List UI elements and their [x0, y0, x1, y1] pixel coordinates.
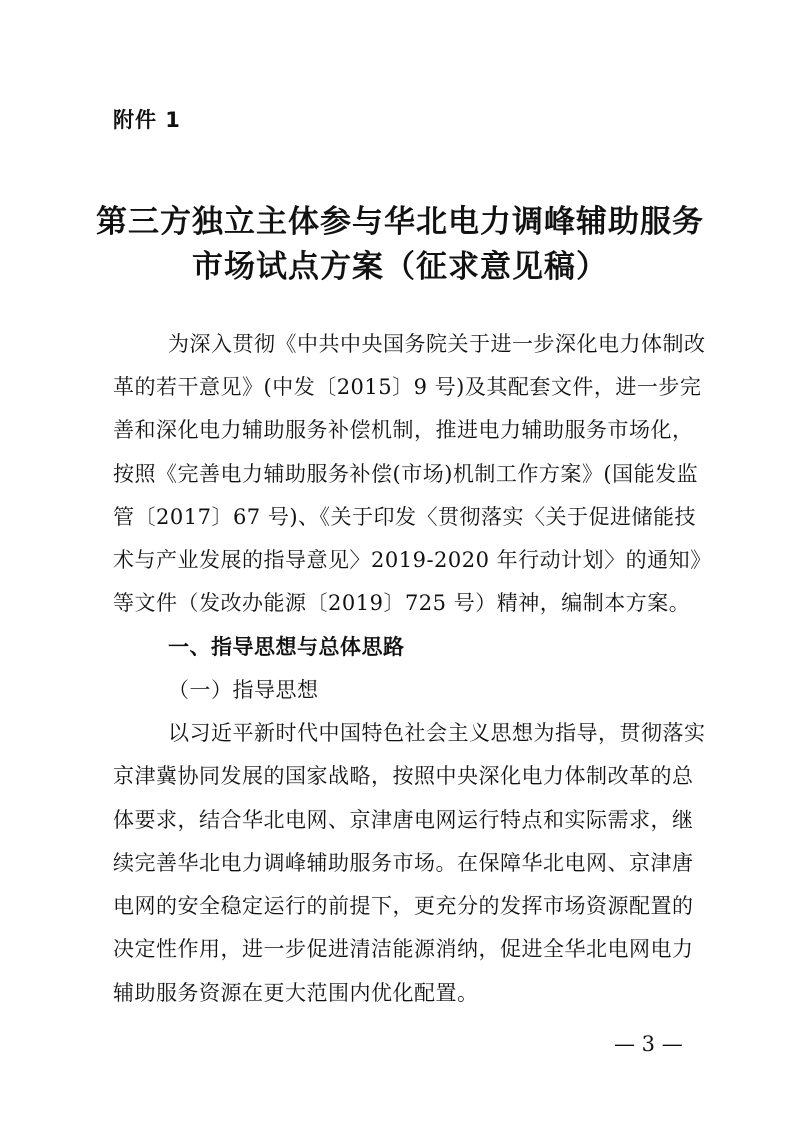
guiding-line-7: 辅助服务资源在更大范围内优化配置。: [113, 981, 479, 1005]
attachment-label: 附件 1: [113, 108, 181, 132]
intro-line-1: 为深入贯彻《中共中央国务院关于进一步深化电力体制改: [168, 332, 706, 356]
intro-line-7: 等文件（发改办能源〔2019〕725 号）精神，编制本方案。: [113, 591, 691, 615]
guiding-line-6: 决定性作用，进一步促进清洁能源消纳，促进全华北电网电力: [113, 937, 694, 961]
intro-line-6: 术与产业发展的指导意见〉2019-2020 年行动计划〉的通知》: [113, 548, 712, 572]
subsection-heading-1: （一）指导思想: [168, 678, 319, 702]
document-title-line-2: 市场试点方案（征求意见稿）: [192, 249, 608, 285]
page-number: — 3 —: [614, 1032, 683, 1056]
section-heading-1: 一、指导思想与总体思路: [168, 635, 405, 659]
intro-line-5: 管〔2017〕67 号)、《关于印发〈贯彻落实〈关于促进储能技: [113, 505, 697, 529]
intro-line-3: 善和深化电力辅助服务补偿机制，推进电力辅助服务市场化，: [113, 418, 694, 442]
intro-line-4: 按照《完善电力辅助服务补偿(市场)机制工作方案》(国能发监: [113, 462, 699, 486]
guiding-line-3: 体要求，结合华北电网、京津唐电网运行特点和实际需求，继: [113, 808, 694, 832]
intro-line-2: 革的若干意见》(中发〔2015〕9 号)及其配套文件，进一步完: [113, 375, 702, 399]
document-title-line-1: 第三方独立主体参与华北电力调峰辅助服务: [96, 204, 704, 240]
guiding-line-1: 以习近平新时代中国特色社会主义思想为指导，贯彻落实: [168, 721, 706, 745]
guiding-line-2: 京津冀协同发展的国家战略，按照中央深化电力体制改革的总: [113, 764, 694, 788]
guiding-line-4: 续完善华北电力调峰辅助服务市场。在保障华北电网、京津唐: [113, 851, 694, 875]
guiding-line-5: 电网的安全稳定运行的前提下，更充分的发挥市场资源配置的: [113, 894, 694, 918]
